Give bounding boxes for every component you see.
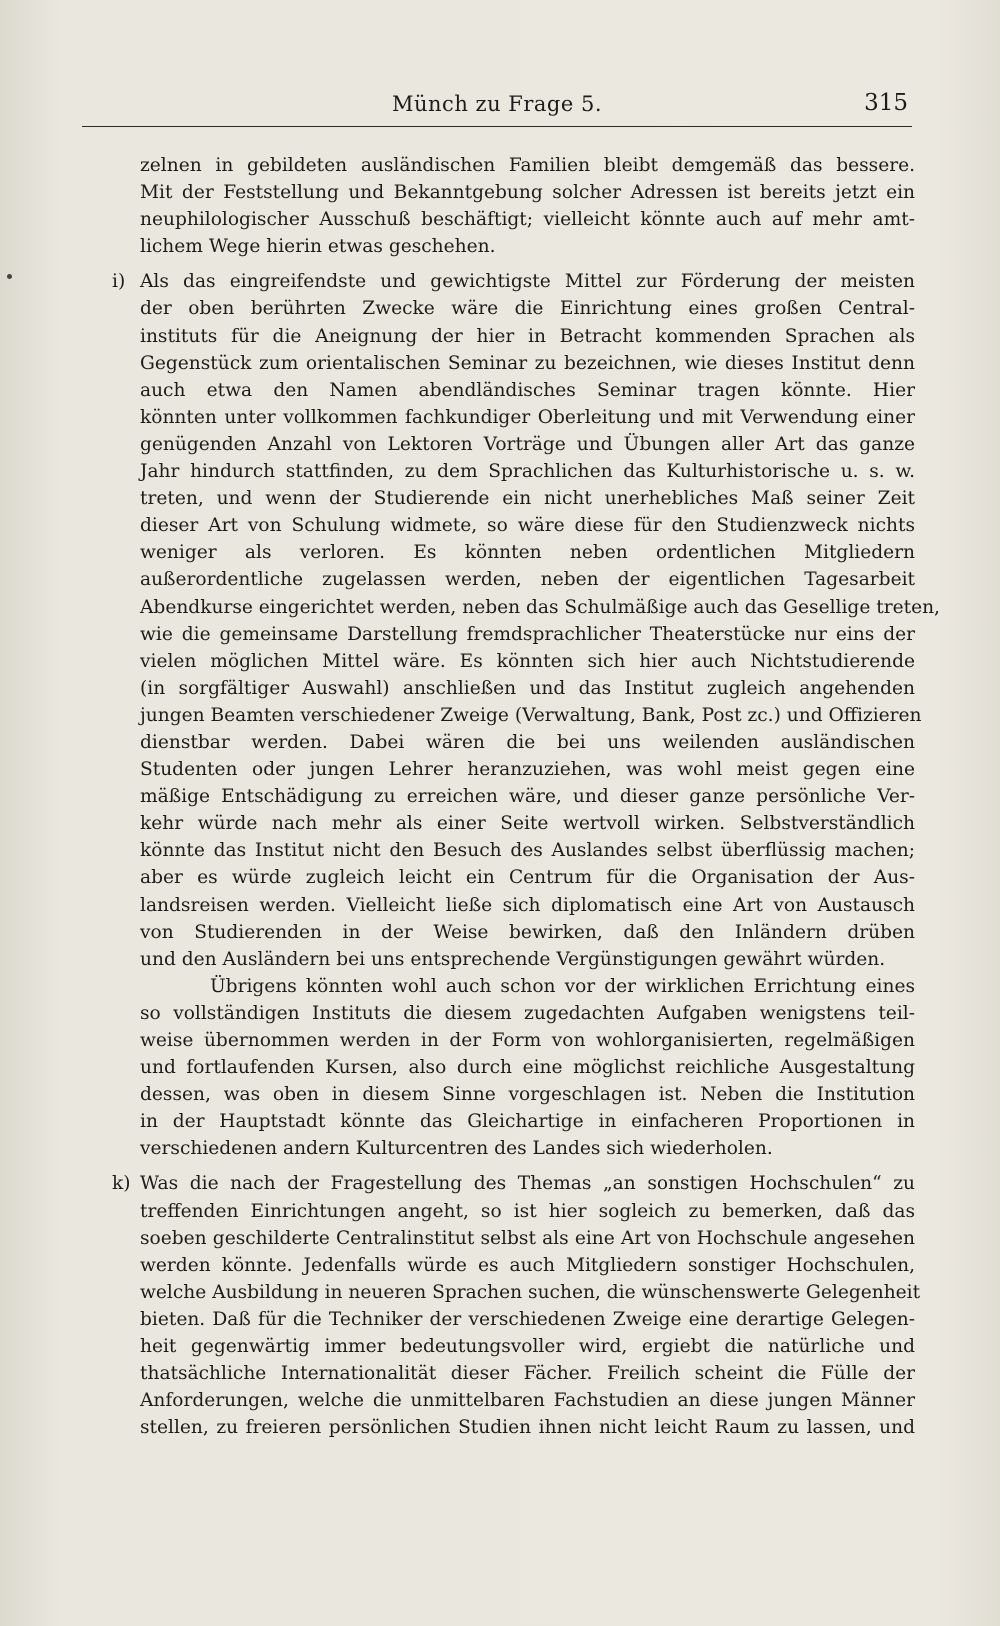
text-line: welche Ausbildung in neueren Sprachen suchen, die wünschenswerte Gelegenheit [140,1281,921,1303]
text-line: Studenten oder jungen Lehrer heranzuziehen, was wohl meist gegen eine [140,759,915,781]
intro-paragraph [140,152,915,260]
text-line: weniger als verloren. Es könnten neben ordentlichen Mitgliedern [140,542,915,564]
section-label: k) [112,1173,131,1195]
text-line: dieser Art von Schulung widmete, so wäre diese für den Studienzweck nichts [140,515,915,537]
text-line: und fortlaufenden Kursen, also durch eine möglichst reichliche Ausgestaltung [140,1057,915,1079]
text-line: so vollständigen Instituts die diesem zugedachten Aufgaben wenigstens teil- [140,1002,915,1024]
text-line: weise übernommen werden in der Form von wohlorganisierten, regelmäßigen [140,1030,915,1051]
text-line: treffenden Einrichtungen angeht, so ist hier sogleich zu bemerken, daß das [140,1200,915,1222]
text-line: soeben geschilderte Centralinstitut selbst als eine Art von Hochschule angesehen [140,1227,915,1249]
text-line: und den Ausländern bei uns entsprechende Vergünstigungen gewährt würden. [140,948,886,970]
text-line: Abendkurse eingerichtet werden, neben das Schulmäßige auch das Gesellige treten, [140,596,940,618]
text-line: thatsächliche Internationalität dieser Fächer. Freilich scheint die Fülle der [140,1363,915,1385]
text-line: treten, und wenn der Studierende ein nicht unerhebliches Maß seiner Zeit [140,488,915,510]
text-line: Gegenstück zum orientalischen Seminar zu bezeichnen, wie dieses Institut denn [140,352,915,374]
text-line: Übrigens könnten wohl auch schon vor der wirklichen Errichtung eines [210,975,915,997]
text-line: mäßige Entschädigung zu erreichen wäre, und dieser ganze persönliche Ver- [140,786,915,808]
text-line: neuphilologischer Ausschuß beschäftigt; vielleicht könnte auch auf mehr amt- [140,209,915,231]
text-line: landsreisen werden. Vielleicht ließe sich diplomatisch eine Art von Austausch [140,894,915,916]
text-line: wie die gemeinsame Darstellung fremdsprachlicher Theaterstücke nur eins der [140,623,915,645]
text-line: Was die nach der Fragestellung des Themas „an sonstigen Hochschulen“ zu [140,1173,915,1195]
text-line: verschiedenen andern Kulturcentren des Landes sich wiederholen. [140,1138,773,1160]
text-line: lichem Wege hierin etwas geschehen. [140,236,496,258]
text-line: (in sorgfältiger Auswahl) anschließen und das Institut zugleich angehenden [140,677,915,699]
text-line: in der Hauptstadt könnte das Gleichartige in einfacheren Proportionen in [140,1111,915,1133]
text-line: stellen, zu freieren persönlichen Studien ihnen nicht leicht Raum zu lassen, und [140,1417,915,1439]
text-line: kehr würde nach mehr als einer Seite wertvoll wirken. Selbstverständlich [140,813,915,835]
text-line: genügenden Anzahl von Lektoren Vorträge und Übungen aller Art das ganze [140,433,915,455]
text-line: dienstbar werden. Dabei wären die bei uns weilenden ausländischen [140,731,915,753]
text-line: Mit der Feststellung und Bekanntgebung solcher Adressen ist bereits jetzt ein [140,182,915,204]
page-header [82,86,912,127]
text-line: vielen möglichen Mittel wäre. Es könnten sich hier auch Nichtstudierende [140,650,915,672]
section-k [112,1170,921,1441]
text-line: Anforderungen, welche die unmittelbaren Fachstudien an diese jungen Männer [140,1390,915,1412]
text-line: werden könnte. Jedenfalls würde es auch Mitgliedern sonstiger Hochschulen, [140,1254,915,1276]
text-line: von Studierenden in der Weise bewirken, daß den Inländern drüben [140,921,915,943]
text-line: aber es würde zugleich leicht ein Centrum für die Organisation der Aus- [140,867,915,889]
text-line: Als das eingreifendste und gewichtigste Mittel zur Förderung der meisten [140,271,915,293]
text-line: dessen, was oben in diesem Sinne vorgeschlagen ist. Neben die Institution [140,1084,915,1106]
text-line: jungen Beamten verschiedener Zweige (Verwaltung, Bank, Post zc.) und Offizieren [140,704,922,726]
section-label: i) [112,271,126,293]
text-line: könnte das Institut nicht den Besuch des Auslandes selbst überflüssig machen; [140,840,915,862]
text-line: bieten. Daß für die Techniker der verschiedenen Zweige eine derartige Gelegen- [140,1308,915,1330]
text-line: könnten unter vollkommen fachkundiger Oberleitung und mit Verwendung einer [140,406,915,428]
running-head: Münch zu Frage 5. [392,92,602,116]
body-text [112,152,940,1441]
text-line: außerordentliche zugelassen werden, neben der eigentlichen Tagesarbeit [140,569,915,591]
page-number: 315 [864,90,908,116]
text-line: auch etwa den Namen abendländisches Seminar tragen könnte. Hier [140,379,915,401]
text-line: heit gegenwärtig immer bedeutungsvoller wird, ergiebt die natürliche und [140,1336,915,1358]
text-line: instituts für die Aneignung der hier in Betracht kommenden Sprachen als [140,325,915,347]
text-line: zelnen in gebildeten ausländischen Familien bleibt demgemäß das bessere. [140,155,915,176]
text-line: Jahr hindurch stattfinden, zu dem Sprachlichen das Kulturhistorische u. s. w. [140,461,915,483]
margin-mark [7,274,12,279]
section-i [112,268,940,1162]
text-line: der oben berührten Zwecke wäre die Einrichtung eines großen Central- [140,298,915,320]
